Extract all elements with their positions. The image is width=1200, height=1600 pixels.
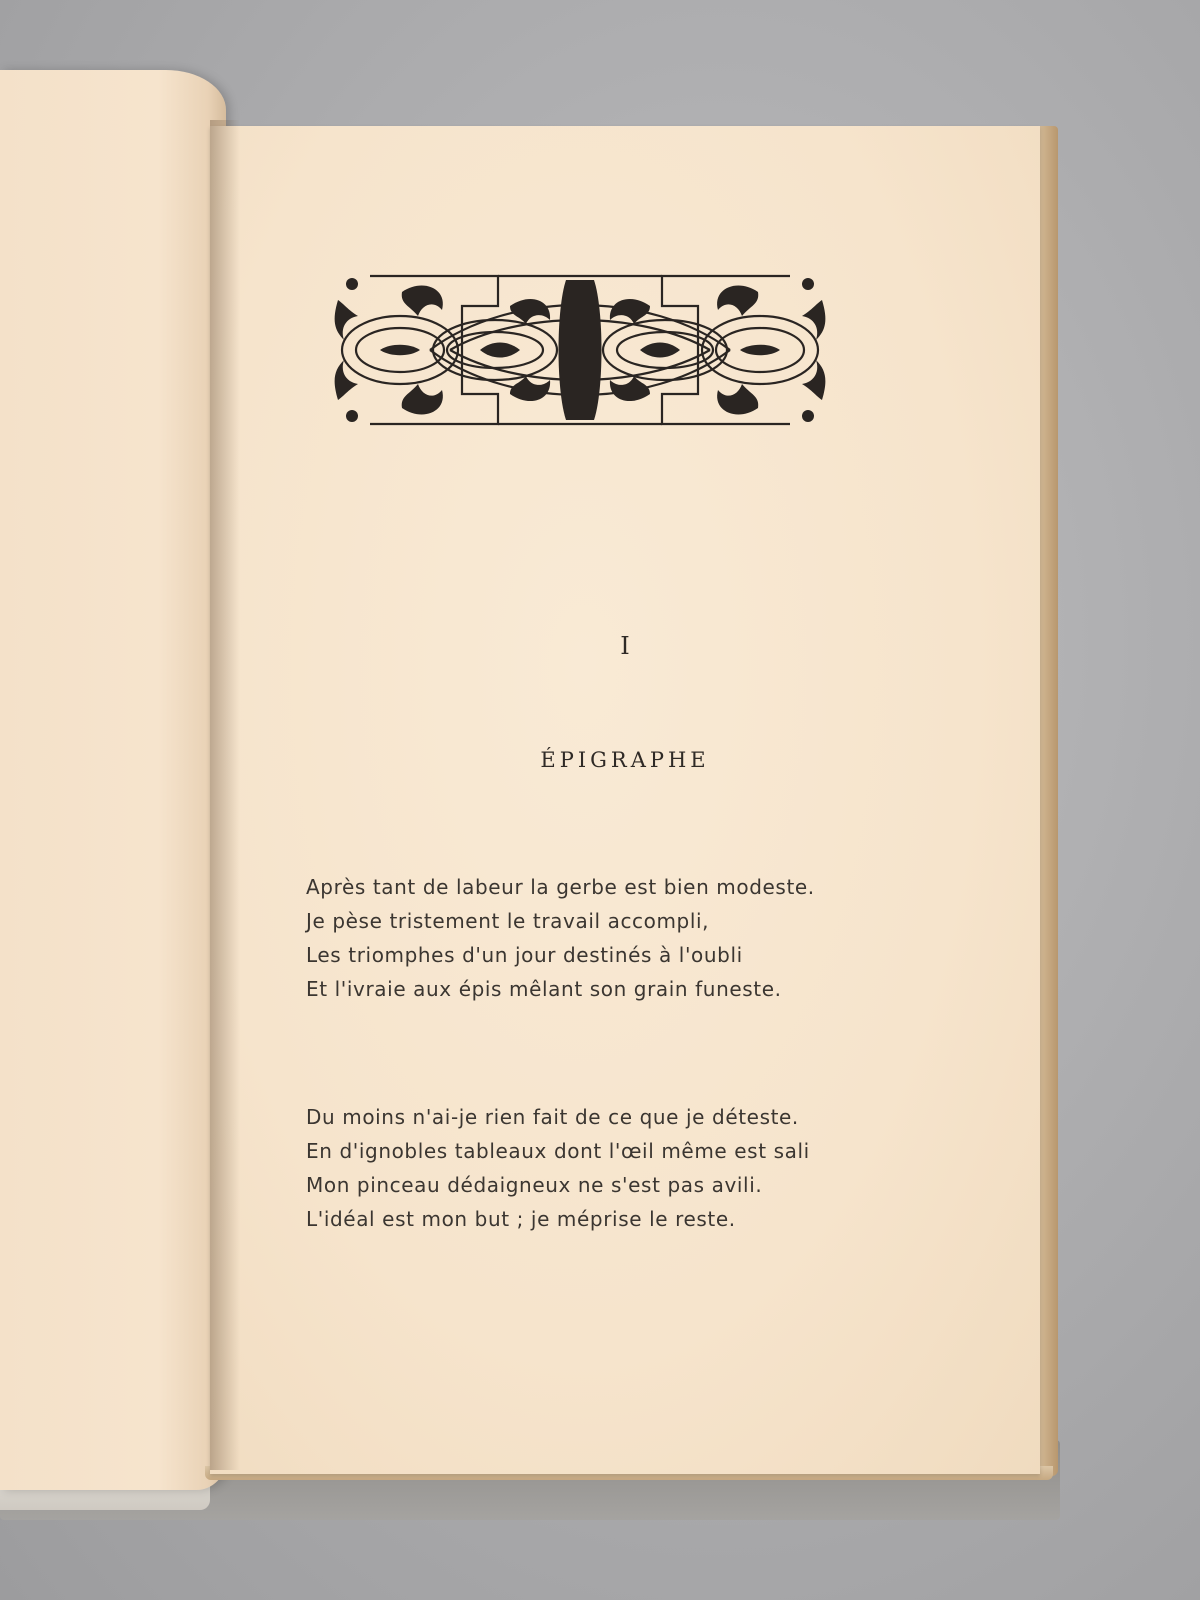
ornamental-headpiece (330, 270, 830, 430)
right-page (210, 126, 1040, 1474)
stanza (306, 1100, 866, 1236)
verse-line: Du moins n'ai-je rien fait de ce que je déteste. (306, 1105, 799, 1129)
left-page (0, 70, 226, 1490)
verse-line: Les triomphes d'un jour destinés à l'oubli (306, 943, 743, 967)
verse-line: Après tant de labeur la gerbe est bien modeste. (306, 875, 815, 899)
verse-line: En d'ignobles tableaux dont l'œil même est sali (306, 1139, 810, 1163)
verse-line: Je pèse tristement le travail accompli, (306, 909, 710, 933)
stanza (306, 870, 866, 1006)
verse-line: L'idéal est mon but ; je méprise le reste. (306, 1207, 736, 1231)
verse-line: Mon pinceau dédaigneux ne s'est pas avili. (306, 1173, 763, 1197)
verse-line: Et l'ivraie aux épis mêlant son grain funeste. (306, 977, 782, 1001)
gutter-shadow (210, 120, 240, 1470)
chapter-number: I (620, 632, 630, 660)
chapter-title: ÉPIGRAPHE (540, 748, 710, 772)
